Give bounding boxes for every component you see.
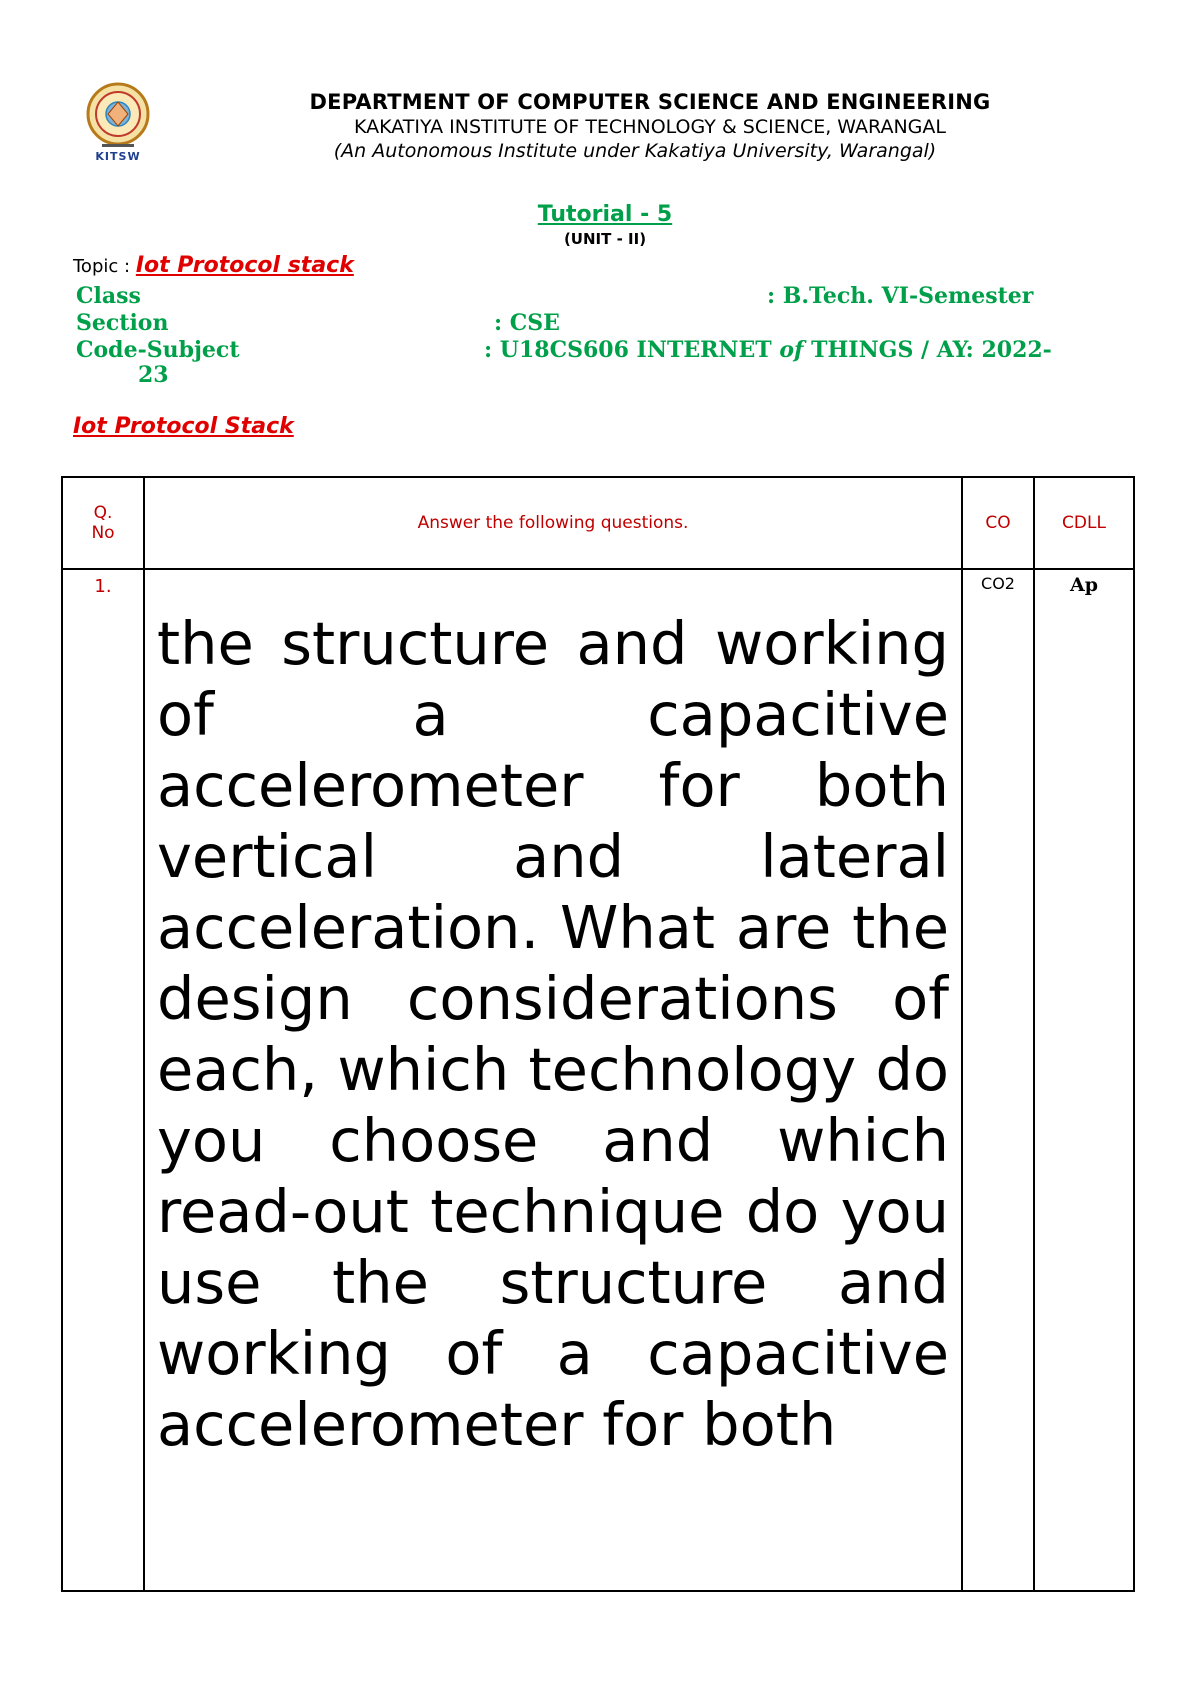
topic-label: Topic xyxy=(73,256,119,277)
department-title: DEPARTMENT OF COMPUTER SCIENCE AND ENGINEERING xyxy=(309,90,991,114)
institute-header xyxy=(0,90,1200,162)
header-qno: Q. No xyxy=(62,477,144,569)
section-heading: Iot Protocol Stack xyxy=(73,414,294,439)
header-question: Answer the following questions. xyxy=(144,477,962,569)
header-cdll: CDLL xyxy=(1034,477,1134,569)
code-subject-wrap: 23 xyxy=(138,362,169,388)
question-number: 1. xyxy=(62,569,144,1591)
table-row xyxy=(62,569,1134,1591)
course-outcome: CO2 xyxy=(962,569,1034,1591)
section-value: : CSE xyxy=(494,310,560,336)
cdll-level: Ap xyxy=(1034,569,1134,1591)
tutorial-title: Tutorial - 5 xyxy=(537,202,673,227)
logo-text: KITSW xyxy=(95,150,141,163)
autonomous-note: (An Autonomous Institute under Kakatiya University, Warangal) xyxy=(333,140,937,162)
unit-label: (UNIT - II) xyxy=(563,230,647,248)
code-of: of xyxy=(779,337,804,363)
institute-name: KAKATIYA INSTITUTE OF TECHNOLOGY & SCIENCE, WARANGAL xyxy=(354,116,946,138)
code-subject-value xyxy=(484,337,1052,363)
code-prefix: : U18CS606 INTERNET xyxy=(484,337,772,363)
code-subject-label: Code-Subject xyxy=(76,337,240,363)
header-co: CO xyxy=(962,477,1034,569)
class-label: Class xyxy=(76,283,141,309)
question-cell xyxy=(144,569,962,1591)
class-value: : B.Tech. VI-Semester xyxy=(767,283,1034,309)
question-table xyxy=(61,476,1135,1592)
question-text: the structure and working of a capacitive accelerometer for both vertical and lateral acceleration. What are the design considerations of each, which technology do you choose and which read-out technique do you use the structure and working of a capacitive accelerometer for both xyxy=(157,609,949,1459)
code-suffix: THINGS / AY: 2022- xyxy=(811,337,1052,363)
section-label: Section xyxy=(76,310,169,336)
topic-separator: : xyxy=(124,256,131,277)
topic-value: Iot Protocol stack xyxy=(135,253,354,278)
topic-line xyxy=(73,253,354,278)
table-header-row xyxy=(62,477,1134,569)
